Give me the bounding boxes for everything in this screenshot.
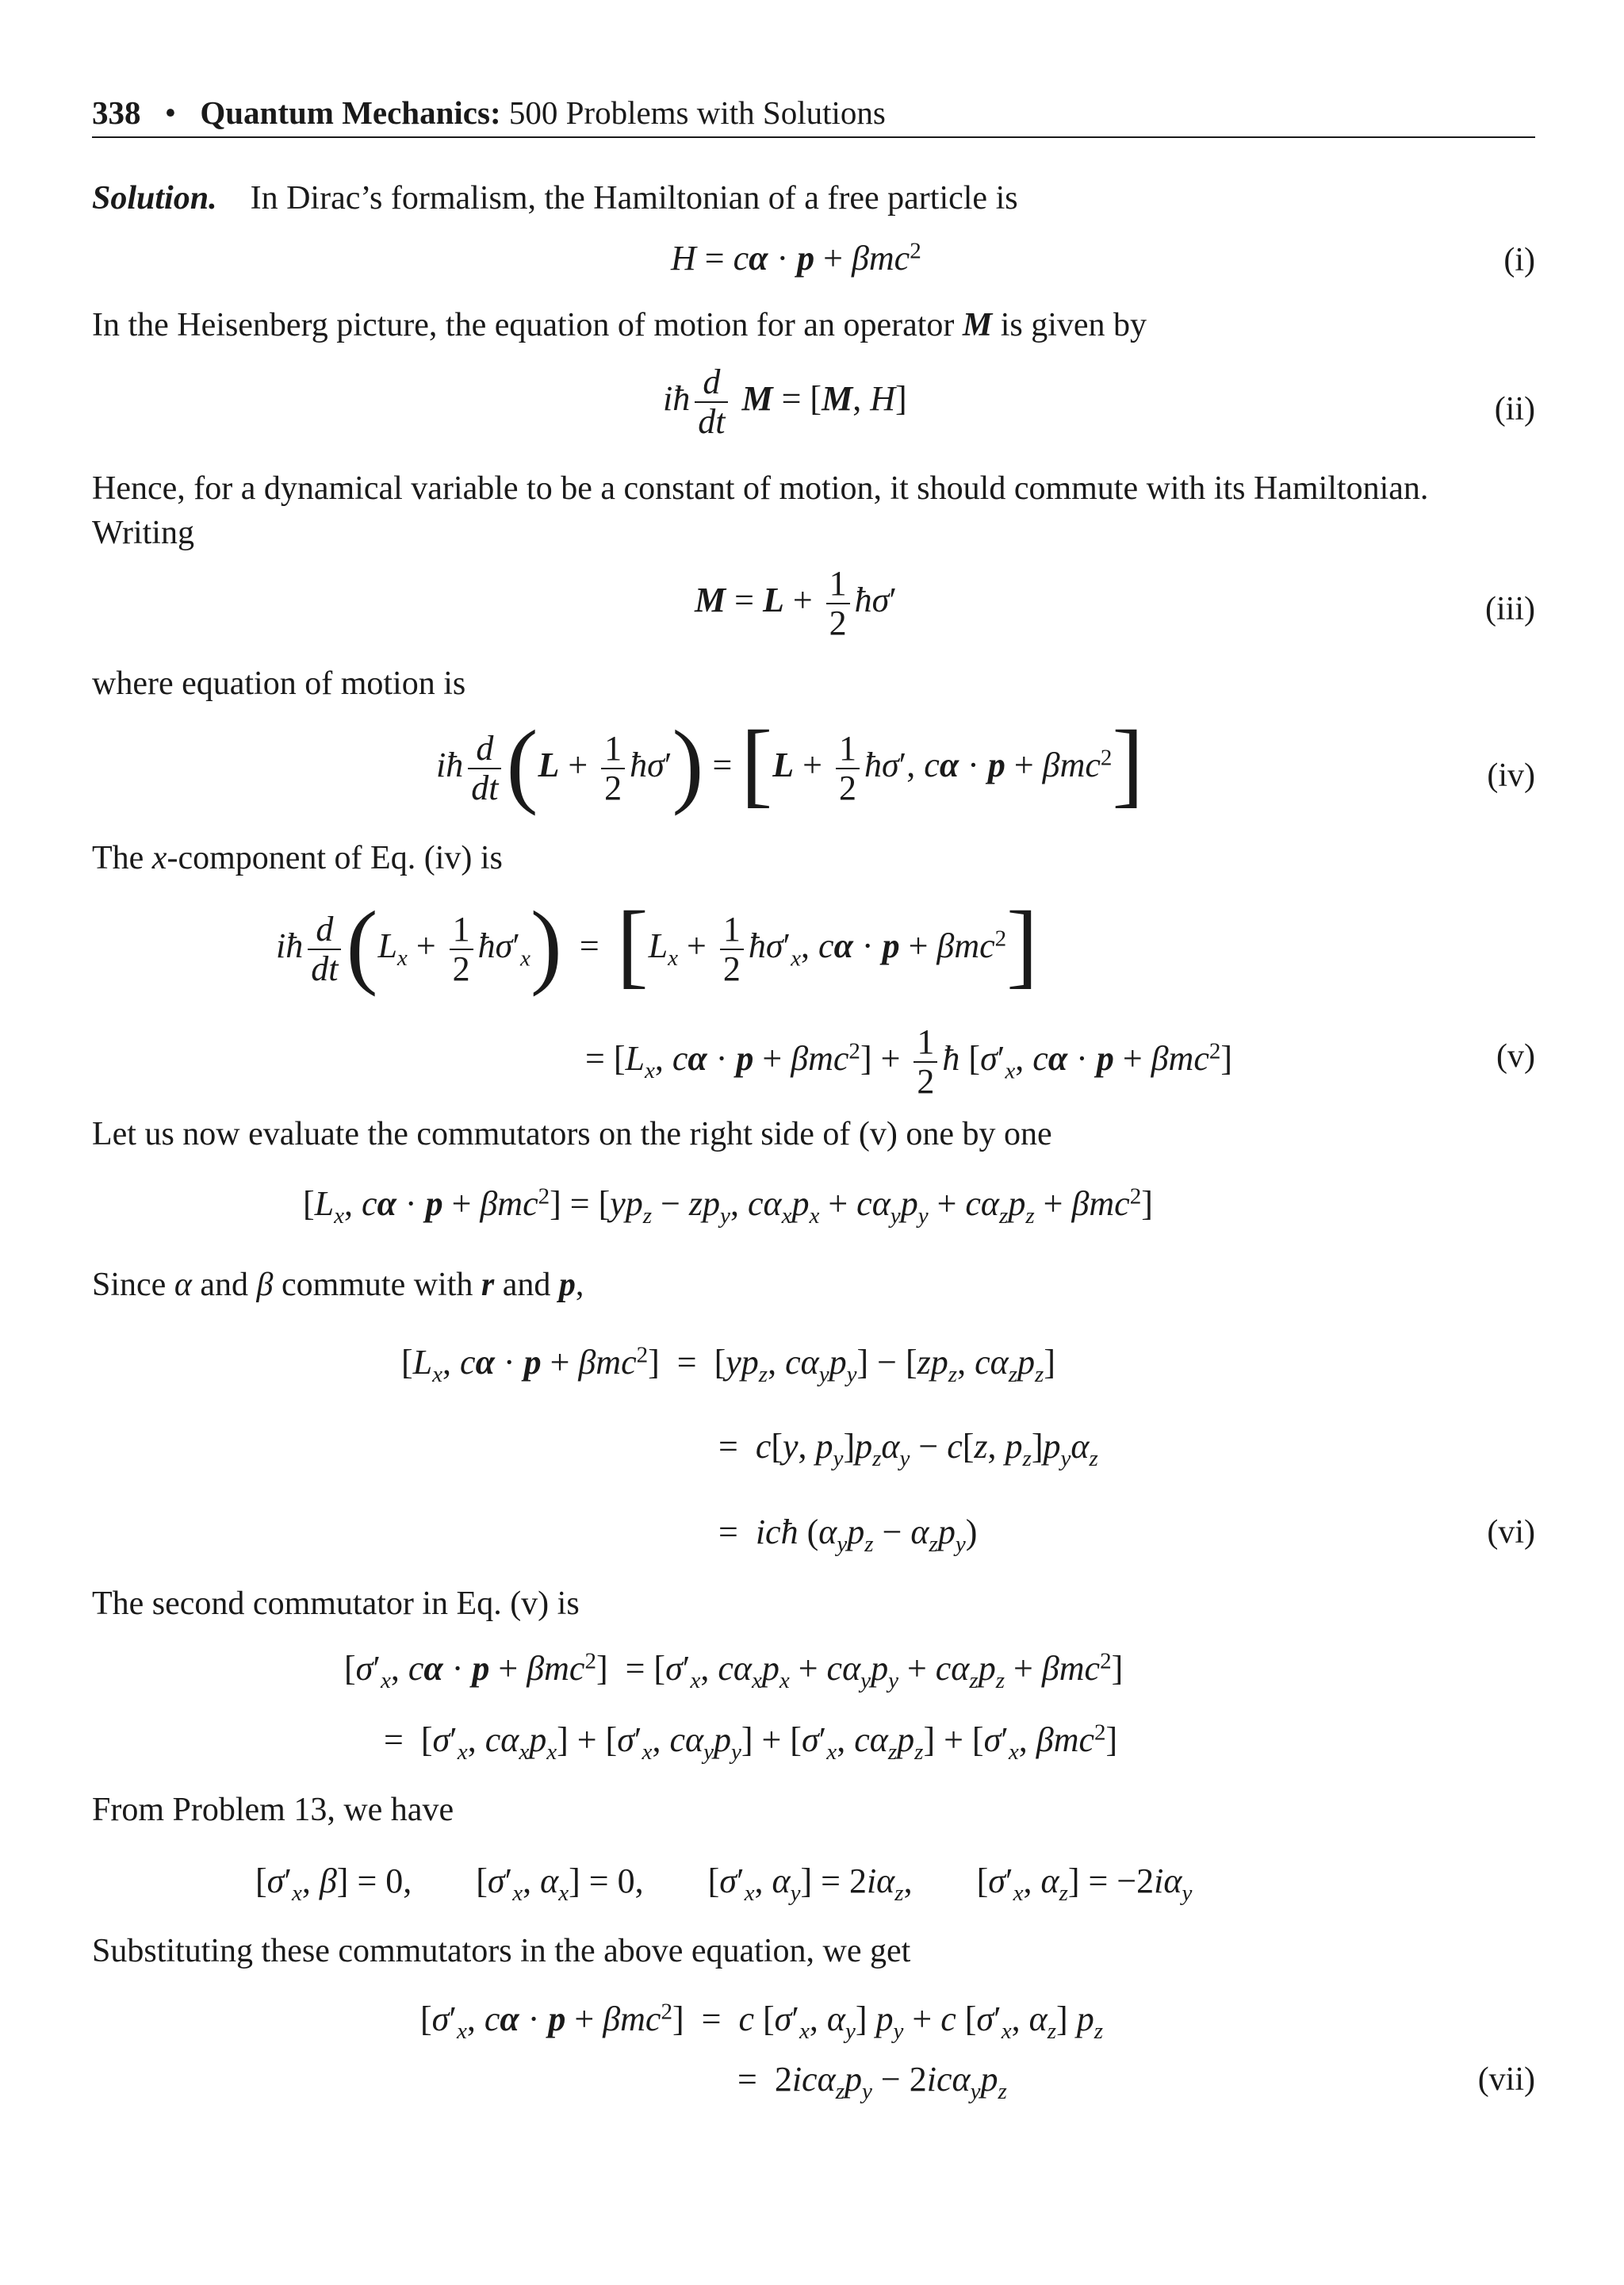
equation-v-line2: = [$L_x$, cα · p + βmc$^2$] + $\frac{1}{2}$ ħ [$\sigma'_x$, cα · p + βmc$^2$]: [585, 1022, 1233, 1101]
paragraph-since: Since α and β commute with r and p,: [92, 1267, 584, 1303]
eq-label-ii: (ii): [1494, 391, 1535, 427]
header-rule: [92, 136, 1535, 138]
header-bullet: •: [164, 94, 177, 131]
paragraph-x-component: The x-component of Eq. (iv) is: [92, 840, 503, 876]
equation-commutator-expansion: [$L_x$, $c\alpha \cdot p + \beta mc^2] = [yp_z - zp_y$, $c\alpha_xp_x + c\alpha_yp_y + c\alpha_zp_z + \beta mc^2$]: [303, 1183, 1153, 1229]
since-text-d: and: [502, 1267, 551, 1303]
equation-second-line1: [$\sigma'_x$, $c\alpha \cdot p + \beta mc^2] = [\sigma'_x$, $c\alpha_xp_x + c\alpha_yp_y + c\alpha_zp_z + \beta mc^2$]: [344, 1648, 1124, 1694]
since-text-b: and: [200, 1267, 249, 1303]
book-title-bold: Quantum Mechanics:: [200, 94, 501, 131]
heisenberg-text-a: In the Heisenberg picture, the equation of motion for an operator: [92, 307, 955, 343]
since-text-c: commute with: [281, 1267, 473, 1303]
paragraph-heisenberg: In the Heisenberg picture, the equation of motion for an operator M is given by: [92, 307, 1147, 343]
eq-label-vii: (vii): [1477, 2061, 1535, 2098]
paragraph-substituting: Substituting these commutators in the above equation, we get: [92, 1933, 911, 1969]
paragraph-where: where equation of motion is: [92, 665, 466, 702]
intro-text: In Dirac’s formalism, the Hamiltonian of a free particle is: [250, 180, 1018, 217]
equation-vii-line1: [$\sigma'_x$, cα · p + βmc$^2$] = c [$\sigma'_x$, $\alpha_y$] $p_y + c$ [$\sigma'_x$, $\alpha_z$] $p_z$: [420, 1999, 1104, 2045]
paragraph-from-problem: From Problem 13, we have: [92, 1792, 454, 1828]
paragraph-let-us: Let us now evaluate the commutators on the right side of (v) one by one: [92, 1116, 1052, 1152]
since-text-a: Since: [92, 1267, 167, 1303]
equation-vii-line2: = $2ic\alpha_zp_y - 2ic\alpha_yp_z$: [737, 2060, 1007, 2105]
equation-v-line1: iħ $\frac{d}{dt}$ ($L_x$ + $\frac{1}{2}$ $ħ\sigma'_x) = [L_x$ + $\frac{1}{2}$ $ħ\sigma'_x$, cα · p + βmc$^2$]: [276, 891, 1039, 997]
equation-vi-line2: = c[y, $p_y]p_z\alpha_y - c[z$, $p_z]p_y\alpha_z$: [718, 1427, 1098, 1472]
equation-vi-line1: [$L_x$, $c\alpha \cdot p + \beta mc^2] = [yp_z$, $c\alpha_yp_y] - [zp_z$, $c\alpha_zp_z$]: [401, 1342, 1055, 1388]
equation-problem13-results: [$\sigma'_x$, β] = 0, [$\sigma'_x$, $\alpha_x] = 0$, [$\sigma'_x$, $\alpha_y] = 2i\alpha_z$, [$\sigma'_x$, $\alpha_z] = -2i\alpha_y$: [255, 1861, 1193, 1907]
running-header: [92, 89, 1535, 136]
eq-label-iii: (iii): [1485, 591, 1535, 627]
equation-second-line2: = [$\sigma'_x$, $c\alpha_xp_x] + [\sigma'_x$, $c\alpha_yp_y] + [\sigma'_x$, $c\alpha_zp_z] + [\sigma'_x$, βmc$^2$]: [384, 1720, 1118, 1766]
paragraph-intro: [92, 176, 1535, 220]
equation-iv: iħ $\frac{d}{dt}$ (L + $\frac{1}{2}$ ħσ′) = [L + $\frac{1}{2}$ ħσ′, cα · p + βmc$^2$]: [436, 711, 1144, 816]
page-number: 338: [92, 94, 141, 131]
x-component-text-a: The: [92, 840, 144, 876]
eq-label-v: (v): [1496, 1038, 1535, 1075]
book-title-rest: 500 Problems with Solutions: [508, 94, 886, 131]
solution-label: Solution.: [92, 180, 217, 217]
equation-iii: M = L + $\frac{1}{2}$ ħσ′: [695, 564, 897, 642]
heisenberg-text-b: is given by: [1000, 307, 1147, 343]
x-component-text-b: -component of Eq. (iv) is: [167, 840, 503, 876]
eq-label-i: (i): [1503, 242, 1535, 278]
equation-ii: iħ $\frac{d}{dt}$ M = [M, H]: [663, 362, 907, 441]
eq-label-iv: (iv): [1487, 757, 1535, 794]
paragraph-hence: Hence, for a dynamical variable to be a constant of motion, it should commute with its Hamiltonian. Writing: [92, 470, 1429, 551]
equation-i: H = cα · p + βmc$^2$: [671, 238, 921, 278]
equation-vi-line3: = icħ $(\alpha_yp_z - \alpha_zp_y)$: [718, 1512, 978, 1558]
eq-label-vi: (vi): [1487, 1514, 1535, 1551]
paragraph-second-commutator: The second commutator in Eq. (v) is: [92, 1585, 580, 1622]
